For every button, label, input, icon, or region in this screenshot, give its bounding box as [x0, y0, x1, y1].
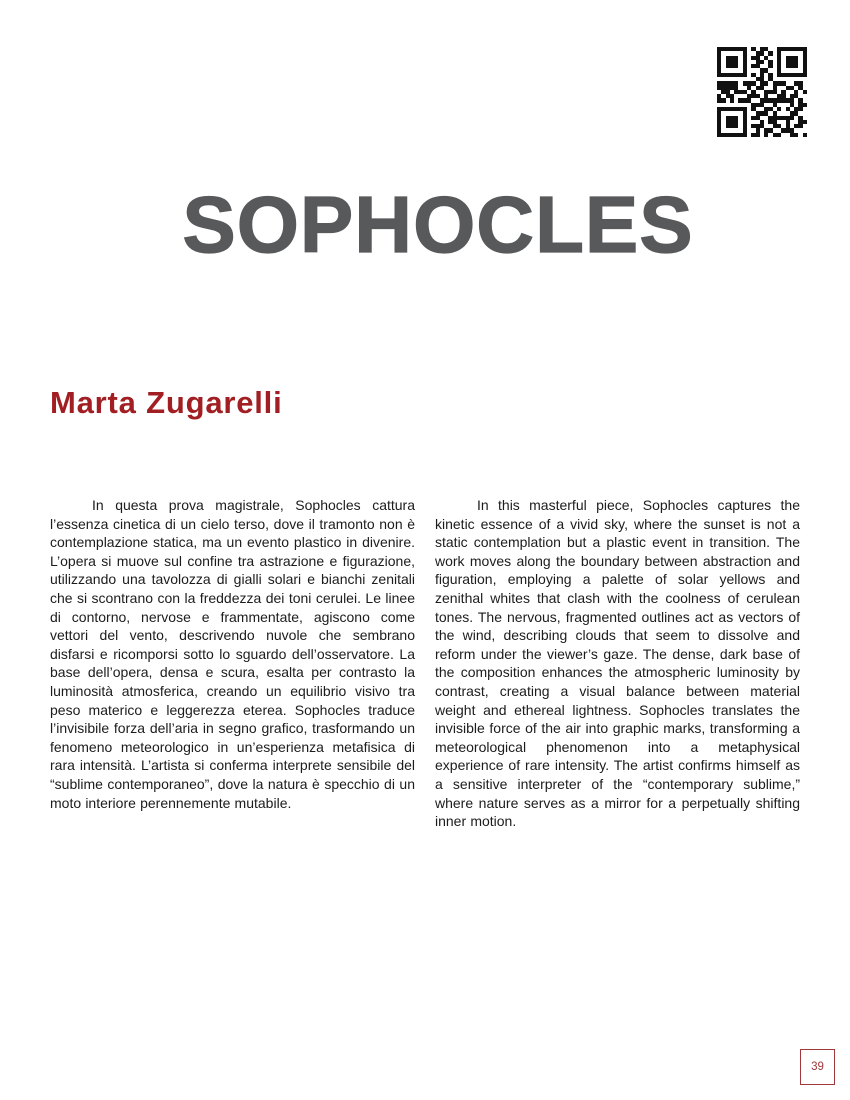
qr-code-icon — [717, 47, 807, 137]
article-body — [50, 496, 800, 831]
page-number-badge — [800, 1049, 835, 1085]
article-text-italian: In questa prova magistrale, Sophocles cattura l’essenza cinetica di un cielo terso, dove il tramonto non è contemplazione statica, ma un evento plastico in divenire. L’opera si muove sul confine tra astrazione e figurazione, utilizzando una tavolozza di gialli solari e bianchi zenitali che si scontrano con la freddezza dei toni cerulei. Le linee di contorno, nervose e frammentate, agiscono come vettori del vento, descrivendo nuvole che sembrano disfarsi e ricomporsi sotto lo sguardo dell’osservatore. La base dell’opera, densa e scura, esalta per contrasto la luminosità atmosferica, creando un equilibrio visivo tra peso materico e leggerezza eterea. Sophocles traduce l’invisibile forza dell’aria in segno grafico, trasformando un fenomeno meteorologico in un’esperienza metafisica di rara intensità. L’artista si conferma interprete sensibile del “sublime contemporaneo”, dove la natura è specchio di un moto interiore perennemente mutabile. — [50, 497, 415, 811]
author-name: Marta Zugarelli — [50, 385, 283, 420]
page-title: SOPHOCLES — [182, 180, 694, 269]
page-number: 39 — [811, 1061, 824, 1073]
article-text-english: In this masterful piece, Sophocles captures the kinetic essence of a vivid sky, where the sunset is not a static contemplation but a plastic event in transition. The work moves along the boundary between abstraction and figuration, employing a palette of solar yellows and zenithal whites that clash with the coolness of cerulean tones. The nervous, fragmented outlines act as vectors of the wind, describing clouds that seem to dissolve and reform under the viewer’s gaze. The dense, dark base of the composition enhances the atmospheric luminosity by contrast, creating a visual balance between material weight and ethereal lightness. Sophocles translates the invisible force of the air into graphic marks, transforming a meteorological phenomenon into a metaphysical experience of rare intensity. The artist confirms himself as a sensitive interpreter of the “contemporary sublime,” where nature serves as a mirror for a perpetually shifting inner motion. — [435, 497, 800, 830]
